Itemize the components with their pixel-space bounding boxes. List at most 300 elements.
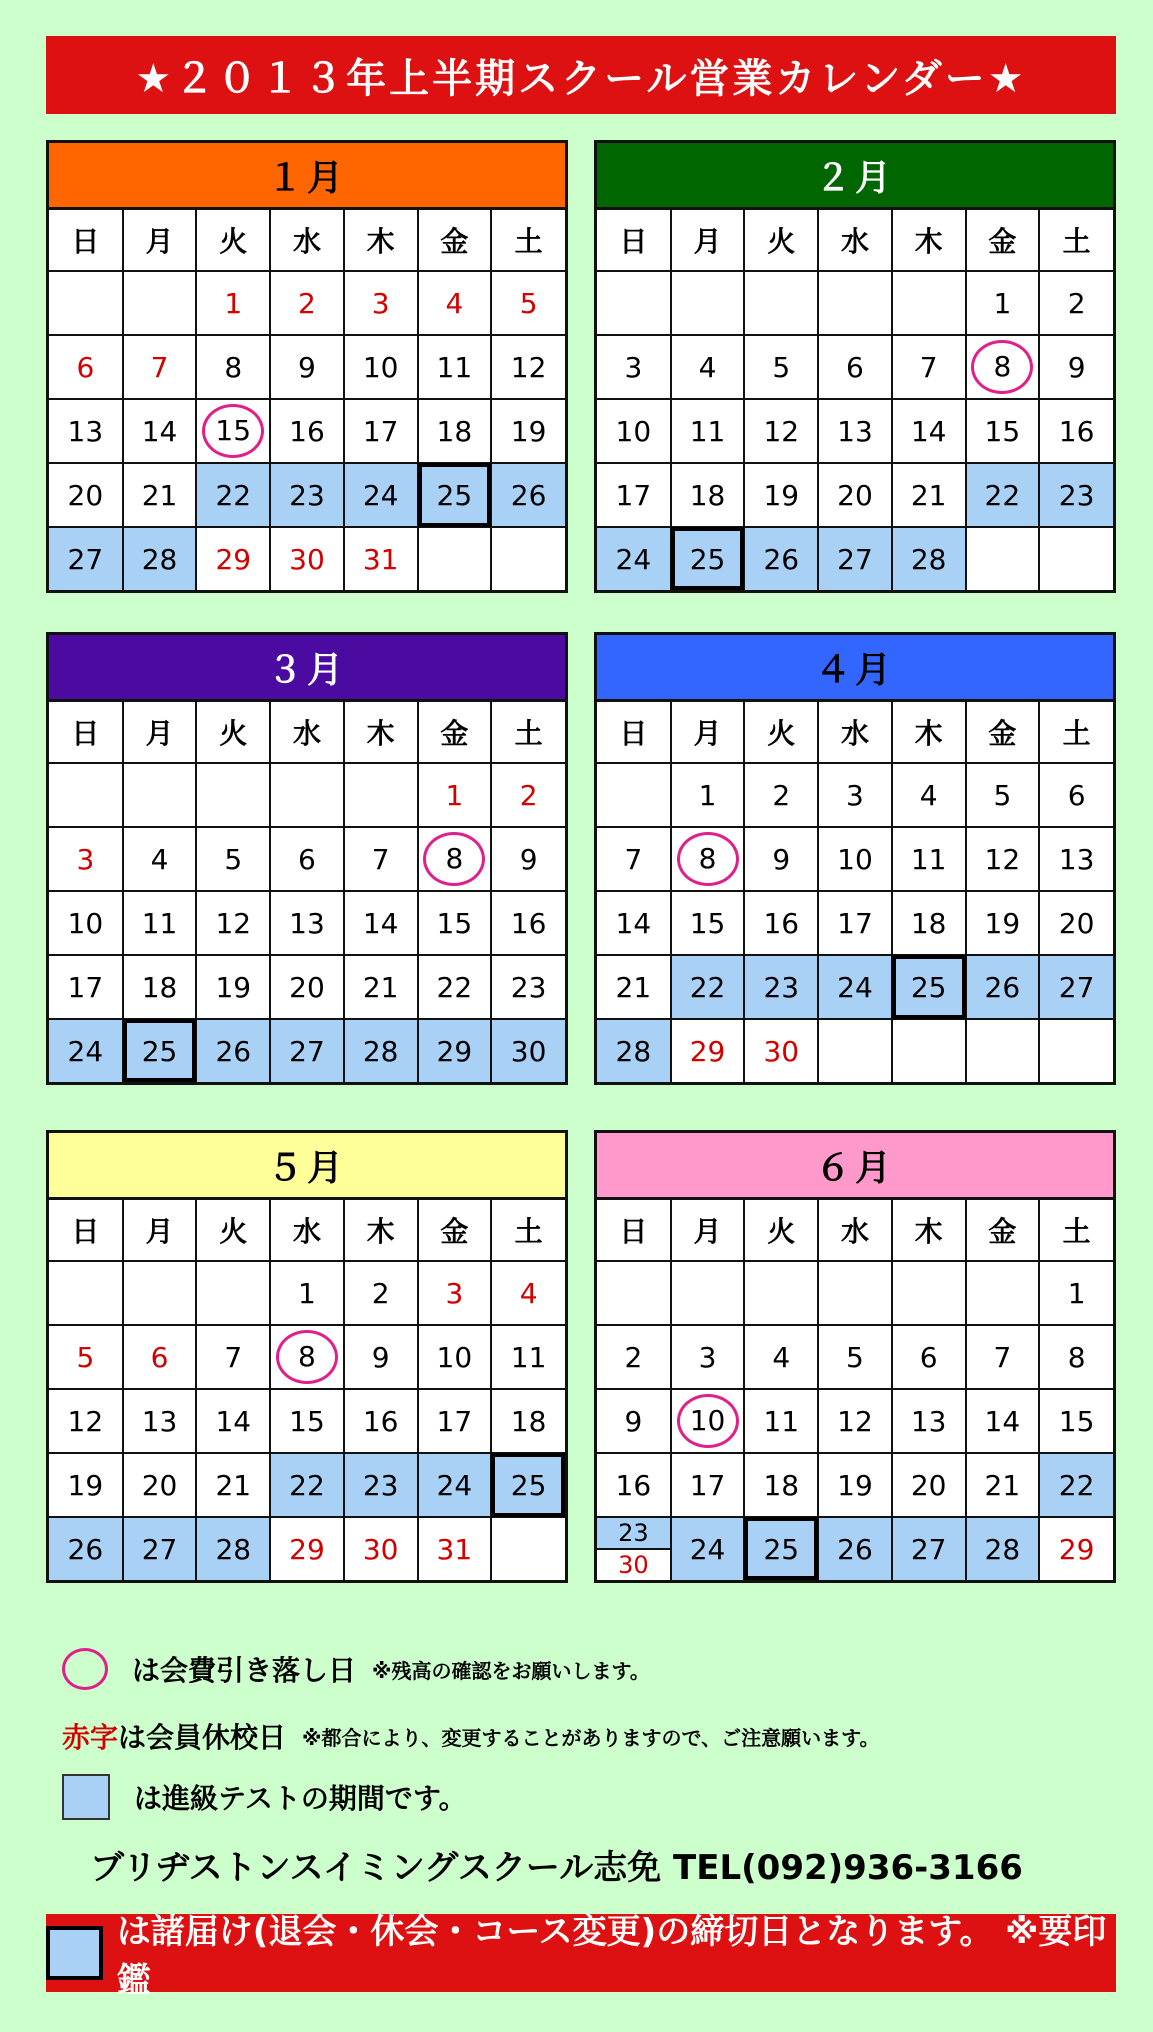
month-header: １月 [49, 143, 565, 210]
day-number: 11 [689, 414, 726, 448]
legend-debit-label: は会費引き落し日 [132, 1654, 357, 1687]
day-cell [966, 1517, 1040, 1580]
day-cell [344, 763, 418, 827]
day-cell [892, 1261, 966, 1325]
day-cell [892, 463, 966, 527]
weekday-label: 水 [270, 210, 344, 271]
day-cell [196, 335, 270, 399]
weekday-label: 日 [49, 210, 123, 271]
day-cell [966, 335, 1040, 399]
day-cell [270, 335, 344, 399]
weekday-label: 火 [744, 1200, 818, 1261]
day-number: 11 [510, 1340, 547, 1374]
day-number: 18 [763, 1468, 800, 1502]
day-number: 18 [436, 414, 473, 448]
day-cell [744, 1453, 818, 1517]
day-number: 30 [289, 542, 325, 576]
weekday-label: 月 [671, 1200, 745, 1261]
weekday-label: 木 [344, 1200, 418, 1261]
day-cell [892, 955, 966, 1019]
day-number: 29 [436, 1034, 473, 1068]
day-number: 16 [1058, 414, 1095, 448]
day-number: 1 [993, 286, 1012, 320]
day-number: 25 [910, 970, 947, 1004]
day-cell [123, 1261, 197, 1325]
day-cell [1039, 527, 1113, 590]
day-cell [744, 763, 818, 827]
day-cell [966, 527, 1040, 590]
day-cell [418, 1389, 492, 1453]
day-number: 22 [984, 478, 1021, 512]
day-number: 22 [289, 1468, 325, 1502]
day-number: 13 [1058, 842, 1095, 876]
day-number: 7 [624, 842, 643, 876]
day-number: 24 [837, 970, 873, 1004]
day-cell [418, 335, 492, 399]
day-number: 20 [67, 478, 104, 512]
weekday-label: 土 [491, 702, 565, 763]
day-cell [49, 827, 123, 891]
weekday-label: 月 [671, 210, 745, 271]
day-number: 25 [510, 1468, 547, 1502]
day-number: 7 [919, 350, 938, 384]
day-number: 16 [615, 1468, 652, 1502]
weekday-label: 水 [818, 210, 892, 271]
day-cell [892, 1517, 966, 1580]
day-cell [344, 1261, 418, 1325]
day-number: 8 [224, 350, 243, 384]
day-cell [597, 271, 671, 335]
day-number: 27 [837, 542, 873, 576]
day-number: 2 [1067, 286, 1086, 320]
day-cell [491, 271, 565, 335]
day-cell [966, 955, 1040, 1019]
day-cell [966, 1453, 1040, 1517]
day-number: 23 [289, 478, 325, 512]
day-number: 10 [615, 414, 652, 448]
day-number: 12 [763, 414, 800, 448]
day-number: 14 [910, 414, 947, 448]
day-cell [1039, 399, 1113, 463]
day-cell [671, 463, 745, 527]
day-cell [49, 399, 123, 463]
day-cell [270, 891, 344, 955]
day-number: 11 [141, 906, 178, 940]
day-cell [744, 827, 818, 891]
day-cell [418, 1261, 492, 1325]
day-number: 12 [984, 842, 1021, 876]
day-cell [123, 763, 197, 827]
day-number: 14 [362, 906, 399, 940]
day-number: 13 [289, 906, 325, 940]
day-number: 20 [837, 478, 873, 512]
day-number: 20 [289, 970, 325, 1004]
day-number: 30 [763, 1034, 800, 1068]
day-cell [196, 271, 270, 335]
day-cell [892, 1325, 966, 1389]
day-number: 14 [141, 414, 178, 448]
day-cell [1039, 335, 1113, 399]
day-number: 19 [67, 1468, 104, 1502]
day-cell [818, 1389, 892, 1453]
day-number: 9 [519, 842, 538, 876]
weekday-label: 金 [418, 702, 492, 763]
day-cell [123, 1019, 197, 1082]
weekday-label: 土 [491, 210, 565, 271]
day-cell [597, 1453, 671, 1517]
day-number: 1 [698, 778, 717, 812]
day-number: 16 [289, 414, 325, 448]
day-number: 21 [910, 478, 947, 512]
day-number: 20 [141, 1468, 178, 1502]
day-cell [123, 1325, 197, 1389]
day-cell [1039, 463, 1113, 527]
day-number: 1 [224, 286, 243, 320]
day-number: 13 [67, 414, 104, 448]
day-cell [892, 1453, 966, 1517]
day-number: 8 [276, 1330, 338, 1384]
day-cell [892, 891, 966, 955]
day-number: 4 [445, 286, 464, 320]
day-cell [491, 827, 565, 891]
day-cell [597, 891, 671, 955]
weekday-label: 木 [344, 702, 418, 763]
day-cell [966, 1019, 1040, 1082]
day-cell [123, 335, 197, 399]
day-number: 1 [445, 778, 464, 812]
weekday-label: 火 [196, 1200, 270, 1261]
page-title: ★２０１３年上半期スクール営業カレンダー★ [46, 36, 1116, 114]
day-cell [49, 955, 123, 1019]
day-number: 12 [215, 906, 252, 940]
day-number: 9 [1067, 350, 1086, 384]
day-cell [671, 955, 745, 1019]
day-number: 6 [846, 350, 864, 384]
day-number: 21 [141, 478, 178, 512]
day-cell [123, 955, 197, 1019]
day-number: 28 [615, 1034, 652, 1068]
day-cell [744, 1019, 818, 1082]
day-cell [344, 1389, 418, 1453]
day-number: 24 [615, 542, 652, 576]
day-number: 2 [519, 778, 538, 812]
day-cell [123, 1453, 197, 1517]
day-number: 24 [67, 1034, 104, 1068]
day-number: 19 [510, 414, 547, 448]
day-number: 2 [298, 286, 316, 320]
day-cell [671, 1019, 745, 1082]
day-number: 4 [919, 778, 938, 812]
day-cell [344, 1453, 418, 1517]
day-cell [196, 763, 270, 827]
weekday-label: 木 [892, 210, 966, 271]
day-cell [744, 1261, 818, 1325]
day-cell [1039, 891, 1113, 955]
day-cell [1039, 1019, 1113, 1082]
weekday-label: 月 [123, 210, 197, 271]
day-cell [196, 1389, 270, 1453]
day-number: 10 [436, 1340, 473, 1374]
month-header: ２月 [597, 143, 1113, 210]
day-number: 25 [763, 1532, 800, 1566]
day-number: 7 [150, 350, 169, 384]
day-cell [1039, 271, 1113, 335]
day-cell [270, 527, 344, 590]
day-number: 21 [362, 970, 399, 1004]
weekday-label: 火 [196, 702, 270, 763]
day-cell [344, 399, 418, 463]
weekday-label: 土 [1039, 702, 1113, 763]
day-number: 28 [141, 542, 178, 576]
day-cell [491, 1389, 565, 1453]
weekday-label: 金 [966, 210, 1040, 271]
legend-holiday-note: ※都合により、変更することがありますので、ご注意願います。 [302, 1725, 880, 1750]
day-number: 29 [1058, 1532, 1095, 1566]
weekday-label: 月 [671, 702, 745, 763]
day-number: 23 [510, 970, 547, 1004]
month-calendar [46, 1130, 568, 1583]
day-cell [744, 955, 818, 1019]
day-cell [196, 399, 270, 463]
day-number: 17 [689, 1468, 726, 1502]
day-number: 22 [689, 970, 726, 1004]
day-cell [671, 527, 745, 590]
day-number: 29 [215, 542, 252, 576]
day-cell [966, 827, 1040, 891]
day-cell [671, 1325, 745, 1389]
day-cell [892, 271, 966, 335]
day-cell [270, 1019, 344, 1082]
day-cell [818, 1453, 892, 1517]
day-number: 7 [224, 1340, 243, 1374]
day-cell [418, 763, 492, 827]
day-cell [491, 399, 565, 463]
day-number: 22 [1058, 1468, 1095, 1502]
footer-banner [46, 1912, 1116, 2001]
day-cell [892, 1389, 966, 1453]
day-cell [49, 527, 123, 590]
day-cell [744, 1517, 818, 1580]
day-cell [671, 827, 745, 891]
day-number: 9 [772, 842, 791, 876]
weekday-label: 金 [966, 702, 1040, 763]
weekday-label: 水 [270, 702, 344, 763]
day-number: 17 [837, 906, 873, 940]
day-number: 27 [910, 1532, 947, 1566]
day-number: 26 [215, 1034, 252, 1068]
day-number: 9 [624, 1404, 643, 1438]
day-number: 7 [371, 842, 390, 876]
day-cell [49, 271, 123, 335]
day-number: 5 [224, 842, 243, 876]
day-cell [597, 1325, 671, 1389]
day-cell [597, 335, 671, 399]
day-number: 19 [837, 1468, 873, 1502]
day-number: 28 [984, 1532, 1021, 1566]
day-number: 10 [362, 350, 399, 384]
day-cell [1039, 1389, 1113, 1453]
day-cell [123, 1389, 197, 1453]
day-cell [344, 1019, 418, 1082]
day-cell [744, 527, 818, 590]
day-cell [49, 1019, 123, 1082]
day-number: 5 [772, 350, 791, 384]
day-cell [270, 1389, 344, 1453]
legend-debit-day [62, 1648, 650, 1690]
day-number: 10 [67, 906, 104, 940]
day-cell [597, 1019, 671, 1082]
day-cell [123, 271, 197, 335]
day-number: 9 [298, 350, 316, 384]
day-cell [270, 827, 344, 891]
day-number: 21 [215, 1468, 252, 1502]
day-number: 4 [772, 1340, 791, 1374]
day-number: 24 [689, 1532, 726, 1566]
day-number: 10 [677, 1394, 739, 1448]
day-cell [418, 271, 492, 335]
weekday-label: 土 [491, 1200, 565, 1261]
day-number: 29 [289, 1532, 325, 1566]
day-number: 15 [289, 1404, 325, 1438]
day-number: 19 [763, 478, 800, 512]
day-number: 9 [371, 1340, 390, 1374]
day-number: 18 [689, 478, 726, 512]
day-number: 18 [141, 970, 178, 1004]
day-cell [491, 763, 565, 827]
day-number: 26 [510, 478, 547, 512]
weekday-label: 木 [344, 210, 418, 271]
day-number: 8 [677, 832, 739, 886]
day-cell [196, 463, 270, 527]
day-number: 17 [615, 478, 652, 512]
day-cell [270, 1517, 344, 1580]
day-cell [344, 527, 418, 590]
day-number: 15 [984, 414, 1021, 448]
day-number: 3 [76, 842, 95, 876]
day-number: 15 [689, 906, 726, 940]
day-number: 17 [362, 414, 399, 448]
day-number: 15 [436, 906, 473, 940]
day-number: 1 [1067, 1276, 1086, 1310]
day-cell [49, 335, 123, 399]
day-cell [818, 955, 892, 1019]
weekday-label: 水 [818, 702, 892, 763]
day-cell [818, 827, 892, 891]
legend-test-period [62, 1774, 467, 1820]
day-cell [818, 271, 892, 335]
day-cell [344, 827, 418, 891]
school-contact: ブリヂストンスイミングスクール志免 TEL(092)936-3166 [90, 1848, 1023, 1888]
day-cell [344, 335, 418, 399]
day-number: 27 [1058, 970, 1095, 1004]
day-number: 25 [689, 542, 726, 576]
day-cell [49, 763, 123, 827]
day-number: 23 [597, 1518, 670, 1550]
day-cell [49, 891, 123, 955]
day-cell [123, 891, 197, 955]
day-number: 19 [215, 970, 252, 1004]
day-number: 3 [846, 778, 864, 812]
day-cell [597, 1389, 671, 1453]
day-number: 11 [763, 1404, 800, 1438]
day-cell [418, 399, 492, 463]
day-number: 30 [597, 1550, 670, 1580]
month-calendar [594, 1130, 1116, 1583]
day-number: 15 [1058, 1404, 1095, 1438]
day-cell [671, 271, 745, 335]
day-number: 28 [362, 1034, 399, 1068]
day-number: 18 [910, 906, 947, 940]
day-number: 26 [837, 1532, 873, 1566]
day-cell [1039, 763, 1113, 827]
day-cell [1039, 827, 1113, 891]
day-cell [196, 527, 270, 590]
day-number: 31 [436, 1532, 473, 1566]
day-cell [744, 463, 818, 527]
day-cell [123, 399, 197, 463]
day-cell [892, 1019, 966, 1082]
day-cell [418, 891, 492, 955]
day-cell [671, 399, 745, 463]
day-cell [196, 955, 270, 1019]
weekday-label: 火 [196, 210, 270, 271]
day-cell [966, 1261, 1040, 1325]
day-cell [418, 1517, 492, 1580]
day-number: 1 [298, 1276, 316, 1310]
day-number: 26 [984, 970, 1021, 1004]
day-cell [344, 463, 418, 527]
day-number: 8 [971, 340, 1033, 394]
day-cell [344, 955, 418, 1019]
day-number: 19 [984, 906, 1021, 940]
day-number: 5 [846, 1340, 864, 1374]
day-cell [344, 891, 418, 955]
legend-holiday [62, 1716, 879, 1756]
day-cell [597, 399, 671, 463]
day-cell [270, 399, 344, 463]
day-cell [270, 763, 344, 827]
day-cell [597, 763, 671, 827]
day-number: 21 [984, 1468, 1021, 1502]
day-cell [966, 763, 1040, 827]
test-swatch-icon [62, 1774, 110, 1820]
legend-red-word: 赤字 [62, 1721, 119, 1754]
weekday-label: 火 [744, 702, 818, 763]
day-number: 23 [763, 970, 800, 1004]
day-cell [491, 527, 565, 590]
day-number: 3 [445, 1276, 464, 1310]
weekday-label: 木 [892, 1200, 966, 1261]
day-number: 27 [141, 1532, 178, 1566]
day-number: 6 [298, 842, 316, 876]
day-number: 20 [910, 1468, 947, 1502]
weekday-label: 土 [1039, 210, 1113, 271]
day-cell [597, 1517, 671, 1580]
day-number: 10 [837, 842, 873, 876]
day-cell [491, 1019, 565, 1082]
day-number: 28 [910, 542, 947, 576]
day-number: 16 [510, 906, 547, 940]
day-cell [49, 1325, 123, 1389]
day-cell [671, 763, 745, 827]
day-number: 24 [362, 478, 399, 512]
day-number: 22 [215, 478, 252, 512]
day-cell [1039, 1325, 1113, 1389]
day-number: 6 [1067, 778, 1086, 812]
day-number: 25 [436, 478, 473, 512]
weekday-label: 月 [123, 1200, 197, 1261]
day-number: 14 [615, 906, 652, 940]
